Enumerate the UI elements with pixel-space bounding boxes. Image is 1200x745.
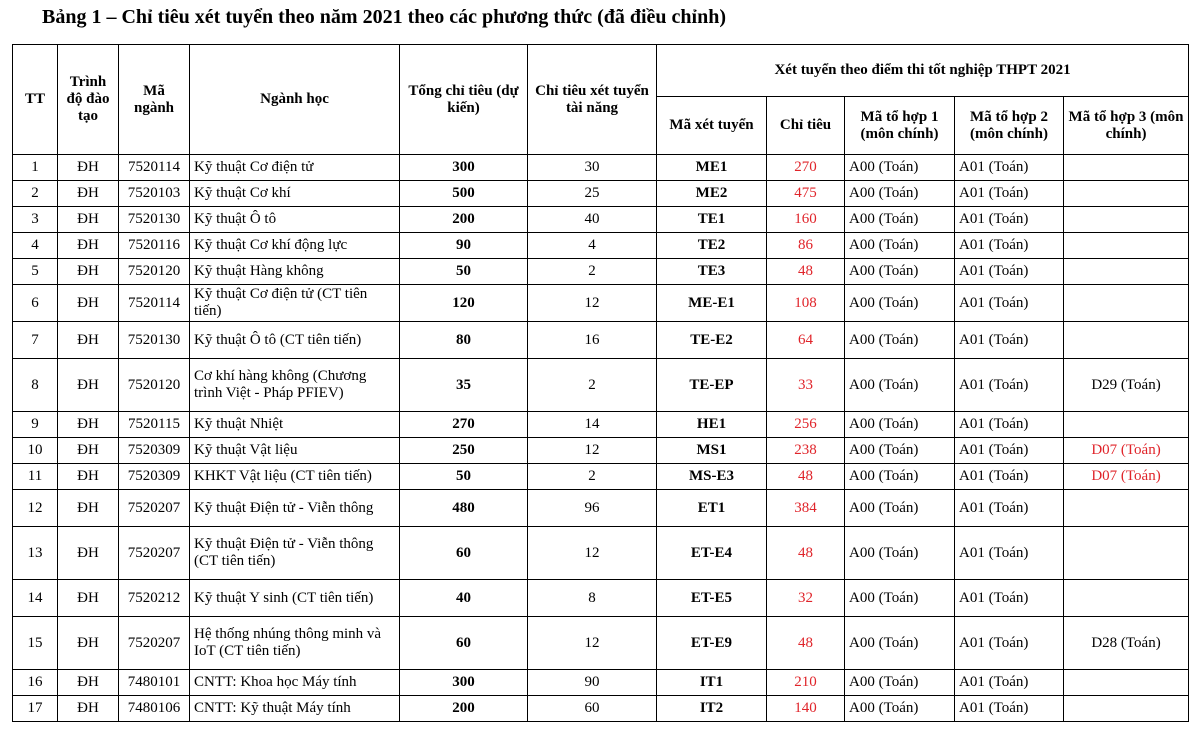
- header-to-hop-3: Mã tổ hợp 3 (môn chính): [1064, 97, 1189, 155]
- cell-chi-tieu: 33: [767, 359, 845, 412]
- cell-nganh-hoc: Kỹ thuật Nhiệt: [190, 412, 400, 438]
- cell-tt: 3: [13, 207, 58, 233]
- cell-tt: 7: [13, 322, 58, 359]
- cell-chi-tieu: 48: [767, 464, 845, 490]
- cell-to-hop-3: D07 (Toán): [1064, 464, 1189, 490]
- cell-tt: 1: [13, 155, 58, 181]
- cell-trinh-do: ĐH: [58, 438, 119, 464]
- cell-ma-xet-tuyen: MS1: [657, 438, 767, 464]
- cell-tt: 11: [13, 464, 58, 490]
- header-to-hop-1: Mã tổ hợp 1 (môn chính): [845, 97, 955, 155]
- cell-tong-chi-tieu: 200: [400, 696, 528, 722]
- cell-to-hop-3: D29 (Toán): [1064, 359, 1189, 412]
- cell-ma-xet-tuyen: ME-E1: [657, 285, 767, 322]
- cell-nganh-hoc: KHKT Vật liệu (CT tiên tiến): [190, 464, 400, 490]
- cell-to-hop-3: [1064, 207, 1189, 233]
- cell-trinh-do: ĐH: [58, 155, 119, 181]
- cell-to-hop-3: [1064, 322, 1189, 359]
- cell-to-hop-1: A00 (Toán): [845, 259, 955, 285]
- cell-tong-chi-tieu: 500: [400, 181, 528, 207]
- cell-ma-nganh: 7520212: [119, 580, 190, 617]
- cell-chi-tieu-tai-nang: 12: [528, 285, 657, 322]
- cell-ma-xet-tuyen: ET-E5: [657, 580, 767, 617]
- cell-to-hop-1: A00 (Toán): [845, 580, 955, 617]
- cell-chi-tieu-tai-nang: 4: [528, 233, 657, 259]
- cell-to-hop-1: A00 (Toán): [845, 322, 955, 359]
- cell-chi-tieu: 475: [767, 181, 845, 207]
- cell-ma-nganh: 7520207: [119, 490, 190, 527]
- cell-nganh-hoc: Kỹ thuật Cơ điện tử (CT tiên tiến): [190, 285, 400, 322]
- cell-nganh-hoc: CNTT: Kỹ thuật Máy tính: [190, 696, 400, 722]
- cell-ma-nganh: 7520207: [119, 617, 190, 670]
- cell-ma-xet-tuyen: ET-E4: [657, 527, 767, 580]
- cell-trinh-do: ĐH: [58, 464, 119, 490]
- cell-chi-tieu: 160: [767, 207, 845, 233]
- table-row: [13, 181, 1189, 207]
- cell-tt: 6: [13, 285, 58, 322]
- cell-chi-tieu-tai-nang: 30: [528, 155, 657, 181]
- cell-ma-xet-tuyen: TE3: [657, 259, 767, 285]
- cell-tt: 9: [13, 412, 58, 438]
- cell-ma-xet-tuyen: HE1: [657, 412, 767, 438]
- table-row: [13, 617, 1189, 670]
- header-trinh-do: Trình độ đào tạo: [58, 45, 119, 155]
- cell-nganh-hoc: Kỹ thuật Cơ khí: [190, 181, 400, 207]
- cell-tong-chi-tieu: 50: [400, 464, 528, 490]
- cell-to-hop-1: A00 (Toán): [845, 438, 955, 464]
- cell-trinh-do: ĐH: [58, 322, 119, 359]
- cell-tong-chi-tieu: 270: [400, 412, 528, 438]
- cell-trinh-do: ĐH: [58, 527, 119, 580]
- cell-ma-xet-tuyen: MS-E3: [657, 464, 767, 490]
- cell-ma-xet-tuyen: TE-EP: [657, 359, 767, 412]
- cell-nganh-hoc: Kỹ thuật Vật liệu: [190, 438, 400, 464]
- cell-to-hop-2: A01 (Toán): [955, 580, 1064, 617]
- cell-nganh-hoc: Hệ thống nhúng thông minh và IoT (CT tiên tiến): [190, 617, 400, 670]
- cell-tong-chi-tieu: 35: [400, 359, 528, 412]
- cell-ma-xet-tuyen: IT2: [657, 696, 767, 722]
- cell-chi-tieu: 140: [767, 696, 845, 722]
- cell-tt: 4: [13, 233, 58, 259]
- cell-to-hop-1: A00 (Toán): [845, 490, 955, 527]
- table-row: [13, 412, 1189, 438]
- table-row: [13, 322, 1189, 359]
- cell-to-hop-3: [1064, 670, 1189, 696]
- cell-to-hop-1: A00 (Toán): [845, 412, 955, 438]
- cell-nganh-hoc: Kỹ thuật Cơ điện tử: [190, 155, 400, 181]
- cell-nganh-hoc: Kỹ thuật Hàng không: [190, 259, 400, 285]
- cell-to-hop-1: A00 (Toán): [845, 670, 955, 696]
- table-body: [13, 155, 1189, 722]
- cell-trinh-do: ĐH: [58, 412, 119, 438]
- cell-ma-nganh: 7520115: [119, 412, 190, 438]
- cell-ma-nganh: 7520207: [119, 527, 190, 580]
- cell-tong-chi-tieu: 80: [400, 322, 528, 359]
- cell-ma-nganh: 7520309: [119, 464, 190, 490]
- cell-tt: 2: [13, 181, 58, 207]
- cell-chi-tieu: 270: [767, 155, 845, 181]
- table-row: [13, 285, 1189, 322]
- cell-to-hop-3: D07 (Toán): [1064, 438, 1189, 464]
- cell-to-hop-2: A01 (Toán): [955, 696, 1064, 722]
- cell-chi-tieu-tai-nang: 16: [528, 322, 657, 359]
- cell-tong-chi-tieu: 250: [400, 438, 528, 464]
- cell-chi-tieu-tai-nang: 2: [528, 359, 657, 412]
- cell-tt: 12: [13, 490, 58, 527]
- cell-ma-xet-tuyen: ME2: [657, 181, 767, 207]
- cell-to-hop-3: [1064, 155, 1189, 181]
- cell-chi-tieu: 48: [767, 259, 845, 285]
- cell-chi-tieu-tai-nang: 2: [528, 259, 657, 285]
- cell-chi-tieu: 384: [767, 490, 845, 527]
- cell-ma-xet-tuyen: TE2: [657, 233, 767, 259]
- cell-nganh-hoc: CNTT: Khoa học Máy tính: [190, 670, 400, 696]
- cell-tong-chi-tieu: 60: [400, 617, 528, 670]
- cell-to-hop-2: A01 (Toán): [955, 233, 1064, 259]
- cell-ma-nganh: 7520309: [119, 438, 190, 464]
- cell-ma-nganh: 7480106: [119, 696, 190, 722]
- cell-to-hop-2: A01 (Toán): [955, 181, 1064, 207]
- cell-ma-xet-tuyen: ET-E9: [657, 617, 767, 670]
- cell-tong-chi-tieu: 300: [400, 670, 528, 696]
- cell-chi-tieu-tai-nang: 8: [528, 580, 657, 617]
- header-ma-nganh: Mã ngành: [119, 45, 190, 155]
- cell-to-hop-2: A01 (Toán): [955, 670, 1064, 696]
- cell-nganh-hoc: Cơ khí hàng không (Chương trình Việt - Pháp PFIEV): [190, 359, 400, 412]
- cell-trinh-do: ĐH: [58, 233, 119, 259]
- cell-chi-tieu-tai-nang: 2: [528, 464, 657, 490]
- table-row: [13, 490, 1189, 527]
- cell-nganh-hoc: Kỹ thuật Y sinh (CT tiên tiến): [190, 580, 400, 617]
- cell-to-hop-3: D28 (Toán): [1064, 617, 1189, 670]
- header-tt: TT: [13, 45, 58, 155]
- cell-tt: 17: [13, 696, 58, 722]
- cell-chi-tieu-tai-nang: 96: [528, 490, 657, 527]
- cell-trinh-do: ĐH: [58, 580, 119, 617]
- cell-to-hop-1: A00 (Toán): [845, 285, 955, 322]
- cell-ma-xet-tuyen: TE-E2: [657, 322, 767, 359]
- cell-to-hop-2: A01 (Toán): [955, 155, 1064, 181]
- cell-ma-xet-tuyen: ET1: [657, 490, 767, 527]
- header-ma-xet-tuyen: Mã xét tuyển: [657, 97, 767, 155]
- cell-to-hop-2: A01 (Toán): [955, 322, 1064, 359]
- cell-chi-tieu: 64: [767, 322, 845, 359]
- cell-trinh-do: ĐH: [58, 670, 119, 696]
- cell-chi-tieu: 256: [767, 412, 845, 438]
- cell-ma-nganh: 7520130: [119, 207, 190, 233]
- cell-trinh-do: ĐH: [58, 207, 119, 233]
- cell-tong-chi-tieu: 50: [400, 259, 528, 285]
- cell-to-hop-3: [1064, 259, 1189, 285]
- cell-to-hop-1: A00 (Toán): [845, 617, 955, 670]
- cell-to-hop-2: A01 (Toán): [955, 438, 1064, 464]
- table-row: [13, 464, 1189, 490]
- cell-nganh-hoc: Kỹ thuật Cơ khí động lực: [190, 233, 400, 259]
- cell-tong-chi-tieu: 40: [400, 580, 528, 617]
- table-row: [13, 207, 1189, 233]
- cell-trinh-do: ĐH: [58, 285, 119, 322]
- cell-to-hop-2: A01 (Toán): [955, 464, 1064, 490]
- cell-nganh-hoc: Kỹ thuật Điện tử - Viễn thông (CT tiên tiến): [190, 527, 400, 580]
- header-to-hop-2: Mã tổ hợp 2 (môn chính): [955, 97, 1064, 155]
- cell-trinh-do: ĐH: [58, 490, 119, 527]
- cell-chi-tieu-tai-nang: 60: [528, 696, 657, 722]
- cell-tong-chi-tieu: 60: [400, 527, 528, 580]
- cell-to-hop-2: A01 (Toán): [955, 490, 1064, 527]
- cell-tt: 5: [13, 259, 58, 285]
- cell-tt: 8: [13, 359, 58, 412]
- cell-chi-tieu-tai-nang: 90: [528, 670, 657, 696]
- cell-chi-tieu-tai-nang: 40: [528, 207, 657, 233]
- header-chi-tieu-tai-nang: Chỉ tiêu xét tuyển tài năng: [528, 45, 657, 155]
- table-row: [13, 259, 1189, 285]
- cell-chi-tieu: 48: [767, 617, 845, 670]
- cell-chi-tieu: 238: [767, 438, 845, 464]
- cell-ma-xet-tuyen: IT1: [657, 670, 767, 696]
- header-group-thpt: Xét tuyển theo điểm thi tốt nghiệp THPT 2021: [657, 45, 1189, 97]
- cell-to-hop-1: A00 (Toán): [845, 359, 955, 412]
- cell-to-hop-2: A01 (Toán): [955, 527, 1064, 580]
- header-tong-chi-tieu: Tổng chỉ tiêu (dự kiến): [400, 45, 528, 155]
- table-row: [13, 696, 1189, 722]
- table-row: [13, 438, 1189, 464]
- cell-to-hop-3: [1064, 412, 1189, 438]
- cell-trinh-do: ĐH: [58, 359, 119, 412]
- cell-to-hop-3: [1064, 490, 1189, 527]
- cell-trinh-do: ĐH: [58, 259, 119, 285]
- cell-chi-tieu: 108: [767, 285, 845, 322]
- cell-ma-nganh: 7480101: [119, 670, 190, 696]
- cell-tt: 14: [13, 580, 58, 617]
- table-row: [13, 359, 1189, 412]
- cell-nganh-hoc: Kỹ thuật Ô tô: [190, 207, 400, 233]
- page-title: Bảng 1 – Chỉ tiêu xét tuyển theo năm 2021 theo các phương thức (đã điều chỉnh): [42, 6, 727, 28]
- cell-to-hop-1: A00 (Toán): [845, 207, 955, 233]
- cell-to-hop-1: A00 (Toán): [845, 155, 955, 181]
- cell-nganh-hoc: Kỹ thuật Ô tô (CT tiên tiến): [190, 322, 400, 359]
- cell-ma-xet-tuyen: ME1: [657, 155, 767, 181]
- cell-to-hop-1: A00 (Toán): [845, 696, 955, 722]
- cell-chi-tieu-tai-nang: 12: [528, 527, 657, 580]
- cell-to-hop-3: [1064, 181, 1189, 207]
- cell-chi-tieu-tai-nang: 14: [528, 412, 657, 438]
- cell-tt: 15: [13, 617, 58, 670]
- cell-ma-xet-tuyen: TE1: [657, 207, 767, 233]
- cell-to-hop-3: [1064, 233, 1189, 259]
- header-nganh-hoc: Ngành học: [190, 45, 400, 155]
- cell-to-hop-2: A01 (Toán): [955, 207, 1064, 233]
- cell-tong-chi-tieu: 200: [400, 207, 528, 233]
- cell-ma-nganh: 7520114: [119, 285, 190, 322]
- cell-tong-chi-tieu: 480: [400, 490, 528, 527]
- cell-ma-nganh: 7520130: [119, 322, 190, 359]
- cell-ma-nganh: 7520114: [119, 155, 190, 181]
- table-row: [13, 670, 1189, 696]
- cell-trinh-do: ĐH: [58, 181, 119, 207]
- cell-tong-chi-tieu: 300: [400, 155, 528, 181]
- cell-tong-chi-tieu: 120: [400, 285, 528, 322]
- cell-to-hop-3: [1064, 527, 1189, 580]
- cell-nganh-hoc: Kỹ thuật Điện tử - Viễn thông: [190, 490, 400, 527]
- cell-tt: 16: [13, 670, 58, 696]
- table-row: [13, 155, 1189, 181]
- cell-to-hop-2: A01 (Toán): [955, 617, 1064, 670]
- cell-to-hop-1: A00 (Toán): [845, 181, 955, 207]
- cell-to-hop-3: [1064, 580, 1189, 617]
- cell-to-hop-1: A00 (Toán): [845, 233, 955, 259]
- cell-ma-nganh: 7520103: [119, 181, 190, 207]
- cell-trinh-do: ĐH: [58, 696, 119, 722]
- table-row: [13, 233, 1189, 259]
- cell-trinh-do: ĐH: [58, 617, 119, 670]
- cell-to-hop-3: [1064, 285, 1189, 322]
- cell-to-hop-1: A00 (Toán): [845, 527, 955, 580]
- cell-to-hop-2: A01 (Toán): [955, 412, 1064, 438]
- cell-to-hop-2: A01 (Toán): [955, 285, 1064, 322]
- cell-to-hop-2: A01 (Toán): [955, 359, 1064, 412]
- cell-ma-nganh: 7520120: [119, 359, 190, 412]
- header-row-1: [13, 45, 1189, 97]
- cell-tong-chi-tieu: 90: [400, 233, 528, 259]
- cell-to-hop-3: [1064, 696, 1189, 722]
- cell-chi-tieu: 86: [767, 233, 845, 259]
- cell-chi-tieu: 48: [767, 527, 845, 580]
- cell-chi-tieu-tai-nang: 12: [528, 617, 657, 670]
- cell-tt: 10: [13, 438, 58, 464]
- cell-chi-tieu: 32: [767, 580, 845, 617]
- cell-chi-tieu: 210: [767, 670, 845, 696]
- cell-ma-nganh: 7520116: [119, 233, 190, 259]
- header-chi-tieu: Chỉ tiêu: [767, 97, 845, 155]
- cell-chi-tieu-tai-nang: 25: [528, 181, 657, 207]
- table-row: [13, 580, 1189, 617]
- cell-to-hop-1: A00 (Toán): [845, 464, 955, 490]
- quota-table: [12, 44, 1189, 722]
- table-row: [13, 527, 1189, 580]
- cell-to-hop-2: A01 (Toán): [955, 259, 1064, 285]
- cell-chi-tieu-tai-nang: 12: [528, 438, 657, 464]
- cell-ma-nganh: 7520120: [119, 259, 190, 285]
- cell-tt: 13: [13, 527, 58, 580]
